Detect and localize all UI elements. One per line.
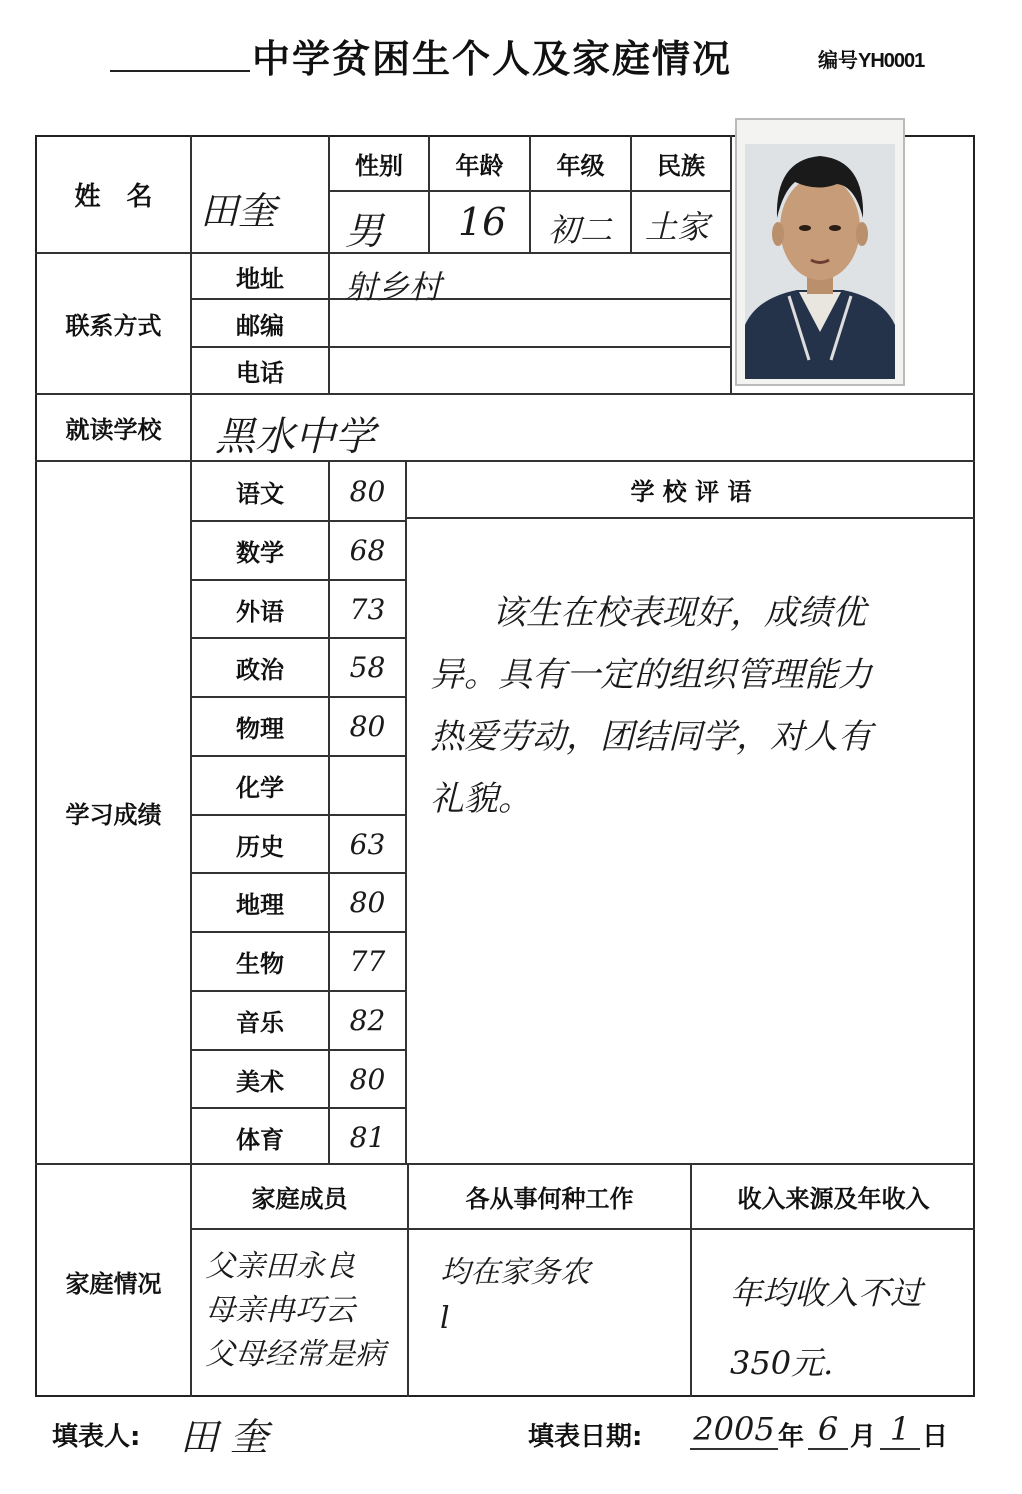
school-comment-header: 学 校 评 语 [630, 478, 752, 506]
subject-name: 物理 [236, 715, 284, 743]
school-comment [430, 582, 965, 830]
portrait-image [737, 120, 903, 384]
grades-section-label: 学习成绩 [65, 801, 162, 829]
family-income-header: 收入来源及年收入 [737, 1185, 930, 1213]
family-members-list [205, 1245, 385, 1377]
family-work-header: 各从事何种工作 [465, 1185, 634, 1213]
address-label: 地址 [236, 264, 284, 293]
name-value: 田奎 [200, 189, 277, 233]
subject-score: 80 [349, 1063, 386, 1096]
school-label: 就读学校 [65, 416, 162, 444]
grade-label: 年级 [556, 152, 605, 180]
subject-score: 77 [349, 945, 386, 978]
subject-name: 外语 [236, 598, 284, 626]
family-income-list [730, 1258, 922, 1398]
subject-name: 美术 [236, 1068, 284, 1096]
col-line [405, 460, 407, 1163]
family-member: 父亲田永良 [205, 1249, 355, 1284]
date-label: 填表日期: [528, 1422, 643, 1452]
family-work: 均在家务农 [440, 1255, 590, 1290]
phone-label: 电话 [236, 359, 284, 387]
family-income: 年均收入不过 [730, 1274, 923, 1312]
date-year-unit: 年 [778, 1422, 805, 1452]
subject-score: 80 [349, 710, 386, 743]
filler-label: 填表人: [52, 1422, 141, 1452]
subject-name: 音乐 [236, 1009, 284, 1037]
date-month: 6 [808, 1410, 848, 1450]
date-month-unit: 月 [850, 1422, 877, 1452]
postcode-label: 邮编 [236, 311, 284, 340]
family-work-list [440, 1250, 590, 1342]
subject-name: 语文 [236, 480, 284, 508]
family-members-header: 家庭成员 [251, 1185, 348, 1213]
ethnic-label: 民族 [657, 152, 705, 180]
student-photo [735, 118, 905, 386]
serial-value: YH0001 [858, 50, 925, 72]
date-day: 1 [880, 1410, 920, 1450]
subject-name: 地理 [236, 891, 284, 919]
family-member: 父母经常是病 [205, 1337, 385, 1372]
subject-name: 化学 [236, 774, 284, 802]
age-label: 年龄 [455, 152, 504, 180]
subject-score [330, 756, 405, 815]
row-line [405, 517, 975, 519]
comment-line: 该生在校表现好，成绩优 [492, 593, 866, 633]
gender-value: 男 [345, 209, 384, 253]
contact-section-label: 联系方式 [65, 312, 162, 340]
serial-label: 编号 [818, 48, 858, 72]
subject-score: 73 [349, 593, 386, 626]
subject-name: 生物 [236, 950, 284, 978]
name-label: 姓 名 [74, 182, 153, 212]
form-title: 中学贫困生个人及家庭情况 [252, 37, 733, 81]
col-line [730, 135, 732, 393]
family-work: l [440, 1301, 450, 1336]
subject-name: 数学 [236, 539, 284, 567]
subject-score: 80 [349, 475, 386, 508]
family-income: 350元. [730, 1344, 834, 1382]
date-year: 2005 [690, 1410, 778, 1450]
subject-name: 历史 [236, 833, 284, 861]
grade-value: 初二 [548, 211, 613, 249]
address-value: 射乡村 [345, 268, 442, 306]
subject-score: 82 [349, 1004, 386, 1037]
filler-value: 田 奎 [180, 1415, 269, 1459]
comment-line: 异。具有一定的组织管理能力 [430, 655, 872, 695]
subject-score: 63 [349, 828, 386, 861]
age-value: 16 [458, 200, 507, 244]
serial-number [818, 44, 924, 73]
title-blank-line [110, 70, 250, 72]
comment-line: 热爱劳动，团结同学，对人有 [430, 717, 872, 757]
school-value: 黑水中学 [215, 414, 375, 460]
row-line [192, 1228, 975, 1230]
subject-score: 81 [349, 1121, 386, 1154]
subject-score: 58 [349, 651, 386, 684]
ethnic-value: 土家 [645, 208, 710, 246]
subject-name: 政治 [236, 656, 284, 684]
subject-score: 80 [349, 886, 386, 919]
subject-name: 体育 [236, 1126, 284, 1154]
family-section-label: 家庭情况 [65, 1269, 162, 1298]
family-member: 母亲冉巧云 [205, 1293, 355, 1328]
comment-line: 礼貌。 [430, 779, 532, 819]
gender-label: 性别 [355, 152, 403, 180]
subject-score: 68 [349, 534, 386, 567]
date-day-unit: 日 [922, 1422, 949, 1452]
